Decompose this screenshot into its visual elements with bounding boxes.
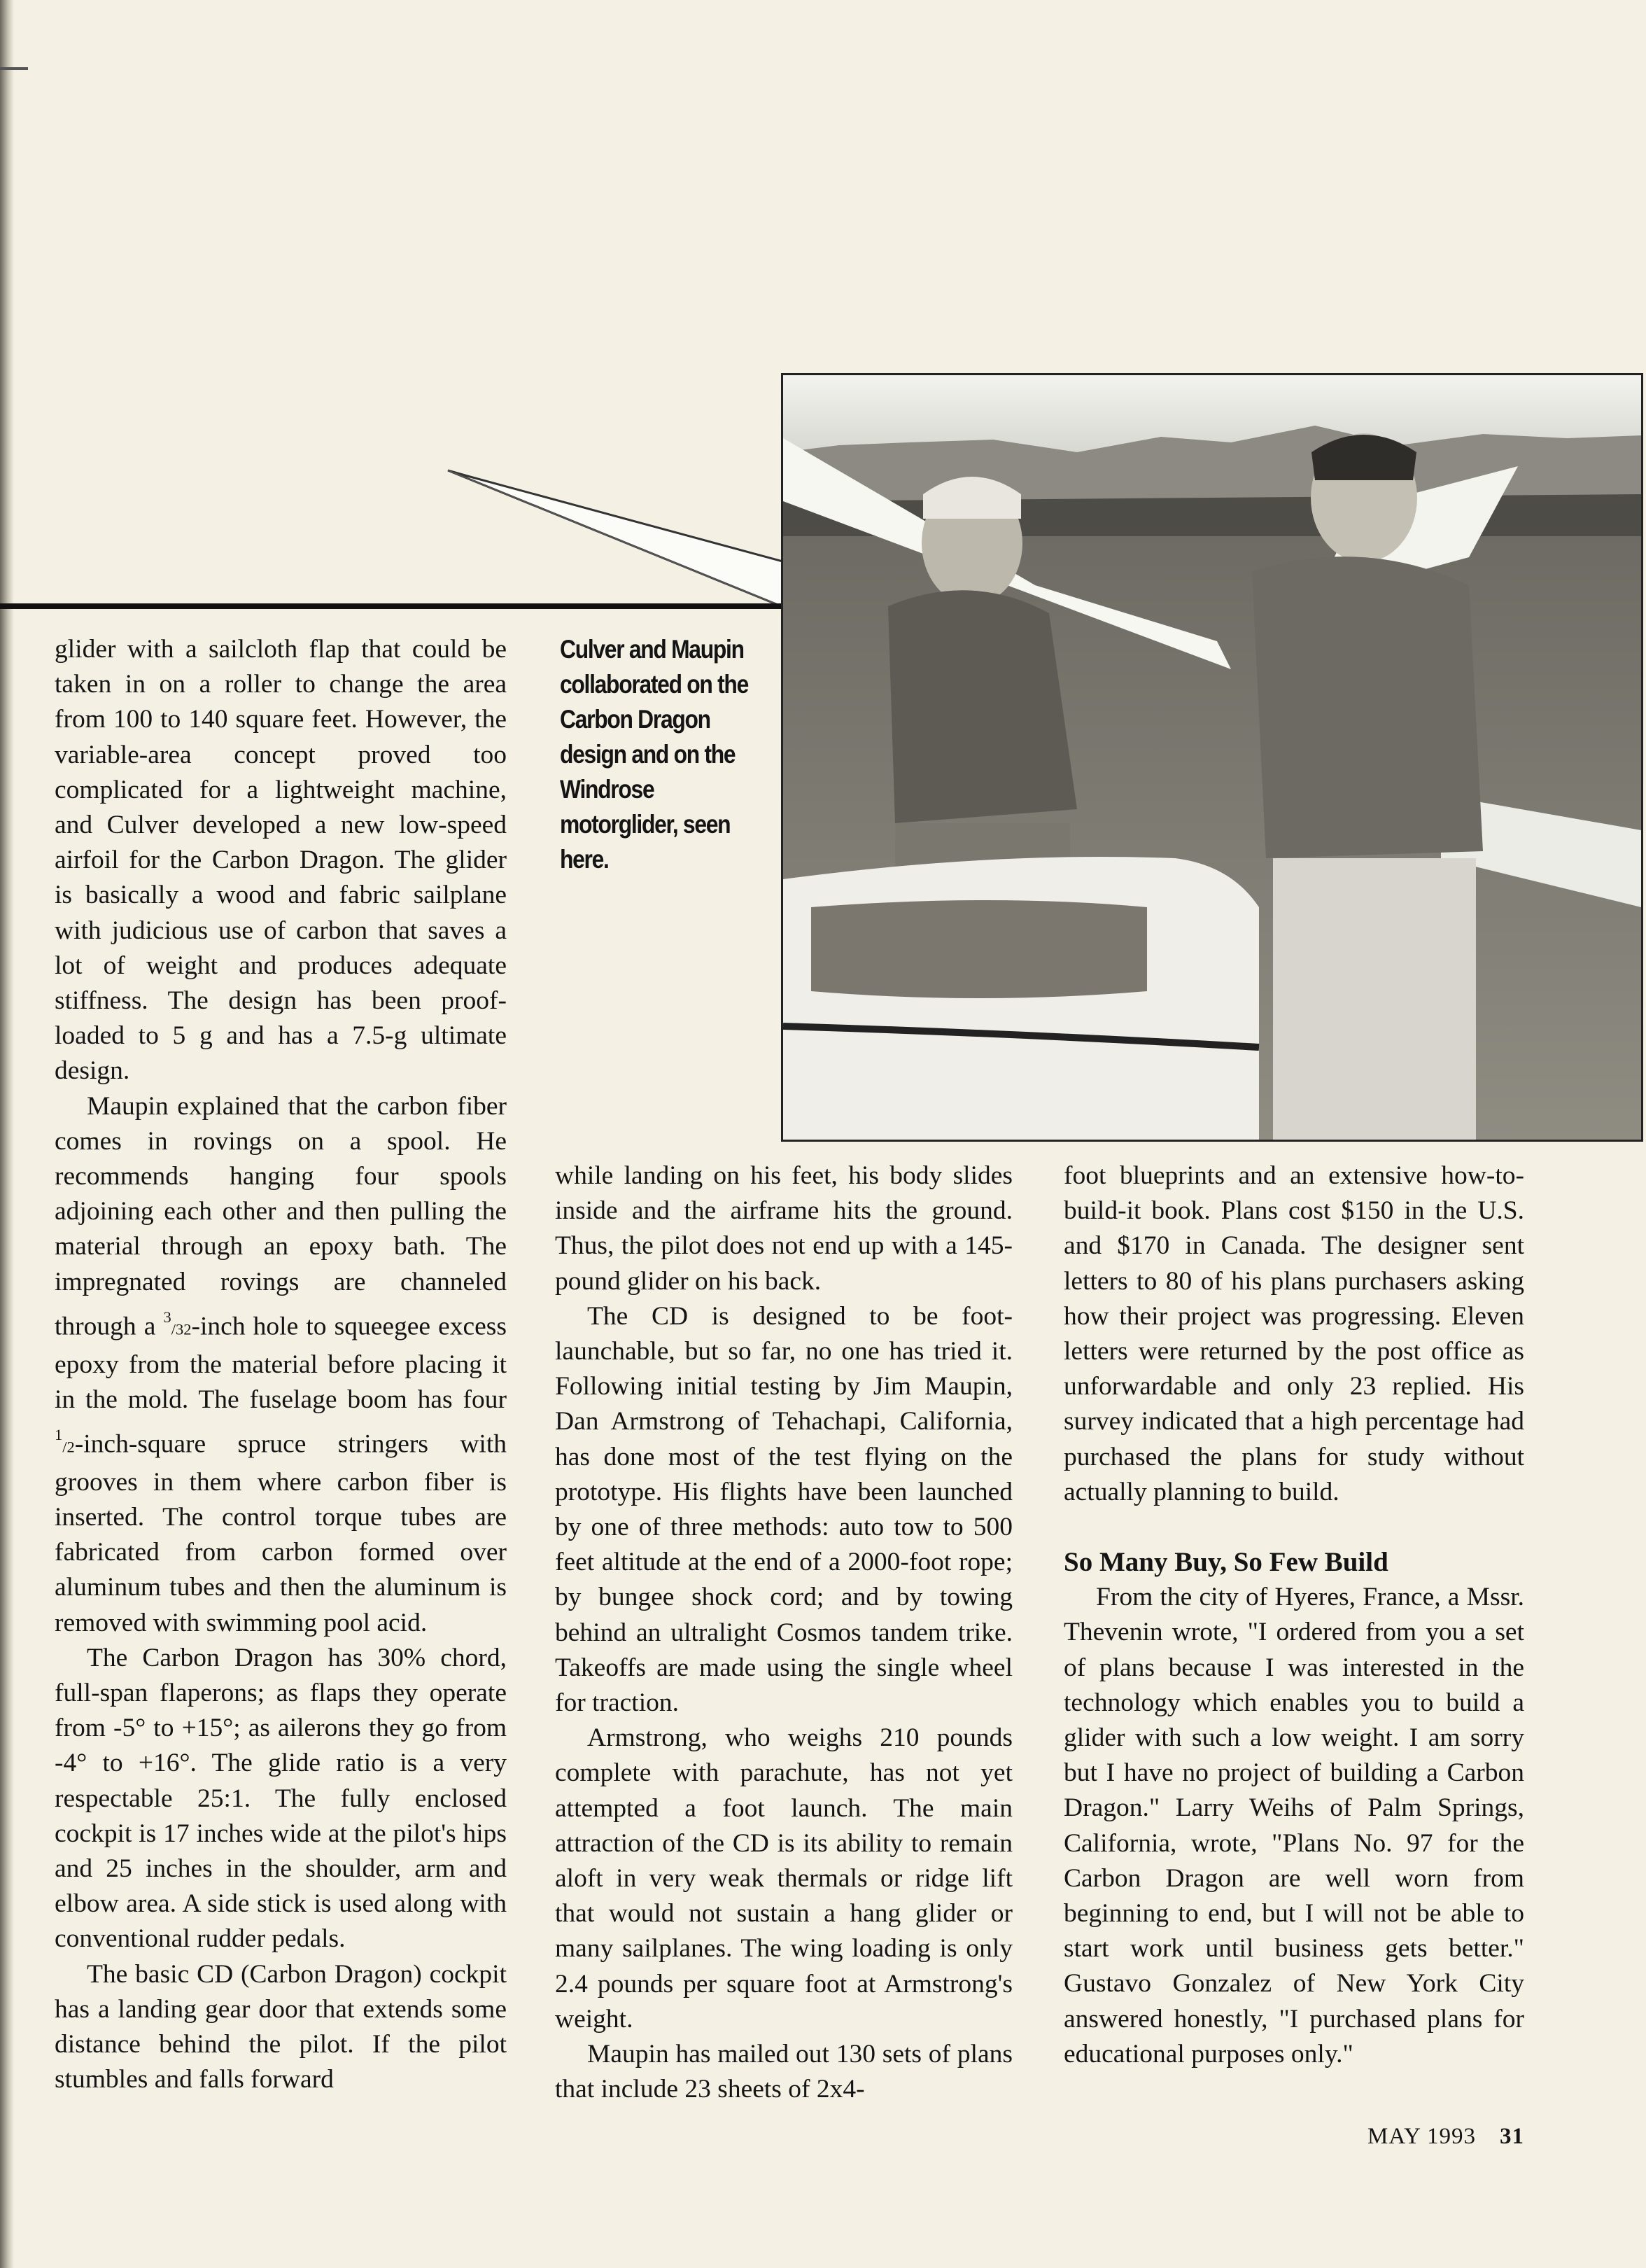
binding-mark	[0, 67, 28, 70]
paragraph: From the city of Hyeres, France, a Mssr. Thevenin wrote, "I ordered from you a set of plans because I was interested in the technology which enables you to build a glider with such a low weight. I am sorry but I have no project of building a Carbon Dragon." Larry Weihs of Palm Springs, California, wrote, "Plans No. 97 for the Carbon Dragon are well worn from beginning to end, but I will not be able to start work until business gets better." Gustavo Gonzalez of New York City answered honestly, "I purchased plans for educational purposes only."	[1064, 1583, 1524, 2068]
article-column-3	[1064, 1158, 1524, 2072]
page-number: 31	[1500, 2124, 1524, 2149]
paragraph: The CD is designed to be foot-launchable, but so far, no one has tried it. Following initial testing by Jim Maupin, Dan Armstrong of Tehachapi, California, has done most of the test flying on the prototype. His flights have been launched by one of three methods: auto tow to 500 feet altitude at the end of a 2000-foot rope; by bungee shock cord; and by towing behind an ultralight Cosmos tandem trike. Takeoffs are made using the single wheel for traction.	[555, 1301, 1013, 1718]
paragraph: The Carbon Dragon has 30% chord, full-span flaperons; as flaps they operate from -5° to +15°; as ailerons they go from -4° to +16°. The glide ratio is a very respectable 25:1. The fully enclosed cockpit is 17 inches wide at the pilot's hips and 25 inches in the shoulder, arm and elbow area. A side stick is used along with conventional rudder pedals.	[55, 1643, 507, 1954]
paragraph: foot blueprints and an extensive how-to-build-it book. Plans cost $150 in the U.S. and $170 in Canada. The designer sent letters to 80 of his plans purchasers asking how their project was progressing. Eleven letters were returned by the post office as unforwardable and only 23 replied. His survey indicated that a high percentage had purchased the plans for study without actually planning to build.	[1064, 1161, 1524, 1506]
section-rule	[0, 603, 791, 609]
article-column-2	[555, 1158, 1013, 2107]
article-column-1	[55, 632, 507, 2097]
issue-date: MAY 1993	[1367, 2124, 1476, 2149]
photo-culver-maupin-glider	[781, 373, 1643, 1142]
paragraph: Armstrong, who weighs 210 pounds complete with parachute, has not yet attempted a foot launch. The main attraction of the CD is its ability to remain aloft in very weak thermals or ridge lift that would not sustain a hang glider or many sailplanes. The wing loading is only 2.4 pounds per square foot at Armstrong's weight.	[555, 1723, 1013, 2033]
paragraph: Maupin explained that the carbon fiber comes in rovings on a spool. He recommends hanging four spools adjoining each other and then pulling the material through an epoxy bath. The impregnated rovings are channeled through a $^3$/32-inch hole to squeegee excess epoxy from the material before placing it in the mold. The fuselage boom has four $^1$/2-inch-square spruce stringers with grooves in them where carbon fiber is inserted. The control torque tubes are fabricated from carbon formed over aluminum tubes and then the aluminum is removed with swimming pool acid.	[55, 1091, 507, 1637]
paragraph: while landing on his feet, his body slides inside and the airframe hits the ground. Thus, the pilot does not end up with a 145-pound glider on his back.	[555, 1161, 1013, 1296]
photo-caption: Culver and Maupin collaborated on the Carbon Dragon design and on the Windrose motorglider, seen here.	[560, 635, 748, 874]
paragraph: The basic CD (Carbon Dragon) cockpit has a landing gear door that extends some distance behind the pilot. If the pilot stumbles and falls forward	[55, 1959, 507, 2094]
section-subheading: So Many Buy, So Few Build	[1064, 1547, 1388, 1578]
page-footer	[1367, 2124, 1524, 2150]
paragraph: glider with a sailcloth flap that could be taken in on a roller to change the area from 100 to 140 square feet. However, the variable-area concept proved too complicated for a lightweight machine, and Culver developed a new low-speed airfoil for the Carbon Dragon. The glider is basically a wood and fabric sailplane with judicious use of carbon that saves a lot of weight and produces adequate stiffness. The design has been proof-loaded to 5 g and has a 7.5-g ultimate design.	[55, 635, 507, 1086]
page-spine-shadow	[0, 0, 14, 2268]
paragraph: Maupin has mailed out 130 sets of plans that include 23 sheets of 2x4-	[555, 2040, 1013, 2104]
